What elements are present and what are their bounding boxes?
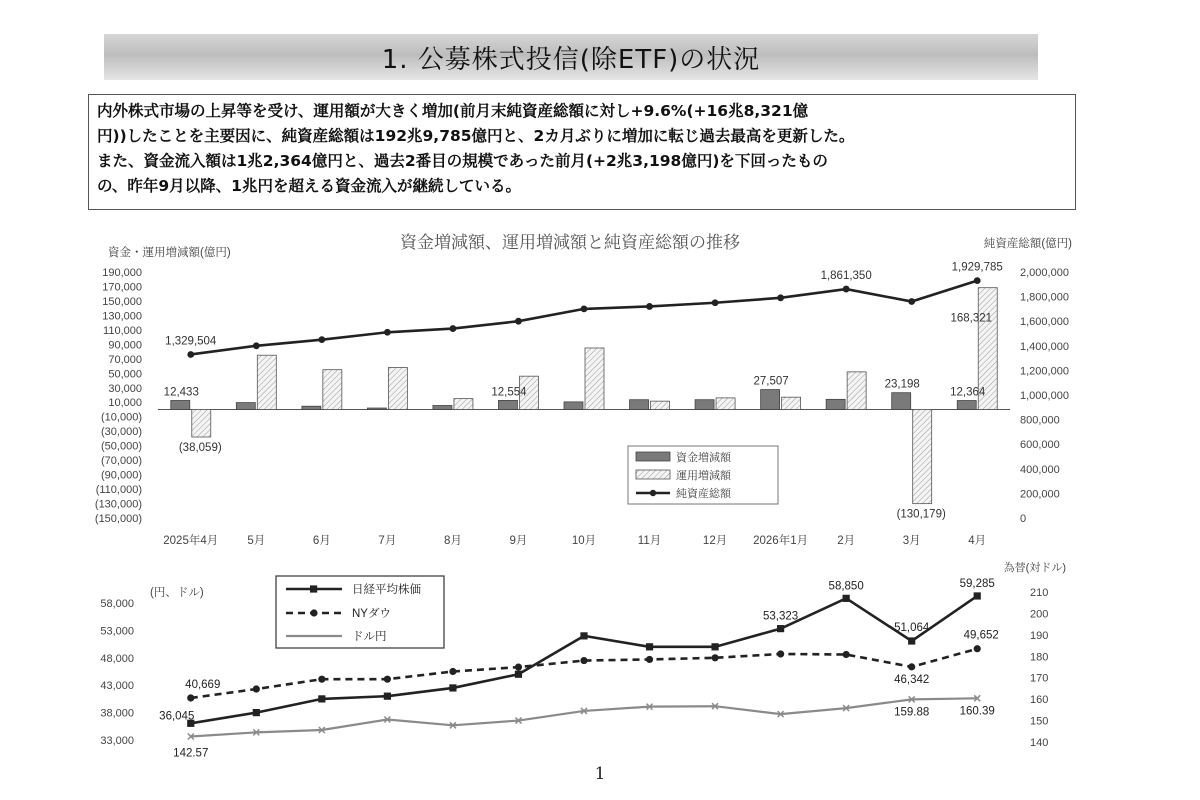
chart1-xtick: 12月: [702, 535, 728, 547]
chart2-point-0: [515, 671, 522, 678]
chart1-ytick-left: (10,000): [101, 411, 142, 424]
chart1-title: 資金増減額、運用増減額と純資産総額の推移: [400, 233, 740, 252]
chart1-ytick-right: 1,800,000: [1020, 291, 1069, 304]
chart2-data-label: 51,064: [894, 622, 930, 635]
chart1-data-label: (38,059): [178, 442, 222, 455]
chart2-data-label: 59,285: [959, 577, 995, 590]
chart2-line-1: [191, 649, 977, 698]
chart2-point-0: [449, 684, 456, 691]
chart2-data-label: 160.39: [959, 705, 995, 718]
chart2-legend-label: ドル円: [352, 631, 387, 643]
chart1-data-label: (130,179): [896, 508, 946, 521]
chart1-ytick-left: (150,000): [94, 513, 142, 525]
chart1-ytick-right: 1,000,000: [1020, 390, 1069, 402]
chart1-data-label: 168,321: [950, 312, 993, 325]
chart2-data-label: 49,652: [963, 629, 999, 642]
chart1-bar-fund: [695, 400, 714, 410]
chart2-data-label: 53,323: [763, 610, 799, 623]
chart2-point-0: [253, 709, 260, 716]
chart2-point-1: [515, 664, 522, 671]
chart1-bar-invest: [192, 409, 211, 437]
chart2-ytick-left: 33,000: [100, 735, 134, 747]
chart2-point-0: [580, 632, 587, 639]
chart2-point-0: [318, 695, 325, 702]
chart1-ytick-left: 90,000: [108, 339, 142, 352]
chart2-ytick-right: 140: [1030, 737, 1049, 749]
chart1-bar-fund: [498, 400, 517, 409]
chart1-ytick-left: 190,000: [102, 267, 142, 279]
chart1-bar-fund: [826, 399, 845, 409]
chart2-legend-marker: [310, 609, 317, 616]
chart1-ytick-right: 600,000: [1020, 439, 1060, 452]
chart1-xtick: 2026年1月: [753, 535, 809, 547]
chart2-ytick-left: 43,000: [100, 680, 134, 693]
chart2-point-1: [711, 654, 718, 661]
chart2-data-label: 36,045: [159, 710, 195, 723]
chart2-data-label: 40,669: [185, 678, 221, 691]
chart1-point-nav: [450, 325, 457, 332]
chart1-data-label: 27,507: [753, 375, 789, 388]
chart1-ytick-left: 170,000: [102, 281, 142, 294]
chart2-legend-marker: [310, 585, 317, 592]
chart2-ytick-left: 53,000: [100, 625, 134, 638]
chart1-legend-marker-nav: [650, 490, 656, 496]
chart1-ytick-left: (70,000): [101, 455, 142, 468]
chart1-point-nav: [515, 318, 522, 325]
chart2-point-1: [646, 656, 653, 663]
chart1-xtick: 10月: [571, 535, 597, 547]
chart1-bar-fund: [892, 393, 911, 410]
summary-line: の、昨年9月以降、1兆円を超える資金流入が継続している。: [97, 177, 521, 195]
chart1-bar-invest: [782, 397, 801, 409]
chart1-bar-invest: [847, 372, 866, 410]
chart1-data-label: 12,364: [950, 386, 986, 399]
chart1-bar-invest: [323, 370, 342, 410]
chart2-legend-label: 日経平均株価: [352, 584, 421, 596]
chart1-ytick-left: (110,000): [95, 484, 142, 497]
chart1-ytick-right: 1,200,000: [1020, 365, 1069, 378]
chart1-point-nav: [843, 286, 850, 293]
chart1-ytick-left: 70,000: [108, 353, 142, 366]
chart2-point-1: [384, 676, 391, 683]
chart1-bar-invest: [585, 348, 604, 410]
chart2-point-1: [449, 668, 456, 675]
chart1-data-label: 12,554: [491, 386, 527, 399]
chart1-data-label: 23,198: [884, 378, 920, 391]
chart2-point-1: [843, 651, 850, 658]
chart1-point-nav: [908, 298, 915, 305]
chart1-bar-fund: [367, 408, 386, 409]
chart1-point-nav: [646, 303, 653, 310]
chart1-bar-fund: [761, 390, 780, 410]
chart2-data-label: 58,850: [828, 580, 864, 593]
chart1-bar-fund: [564, 402, 583, 410]
summary-line: 円))したことを主要因に、純資産総額は192兆9,785億円と、2カ月ぶりに増加に転じ過去最高を更新した。: [97, 127, 855, 145]
chart1-bar-invest: [716, 398, 735, 410]
chart2-point-1: [974, 645, 981, 652]
chart1-bar-fund: [302, 406, 321, 409]
chart1-bar-invest: [651, 401, 670, 409]
chart2-ytick-right: 160: [1030, 694, 1049, 707]
chart1-data-label: 1,329,504: [165, 335, 217, 348]
chart1-ytick-right: 800,000: [1020, 414, 1060, 427]
chart1-legend-label: 純資産総額: [676, 488, 731, 500]
chart1-ytick-right: 1,600,000: [1020, 316, 1069, 329]
chart1-xtick: 8月: [443, 535, 462, 547]
chart1-ytick-left: 10,000: [108, 397, 142, 410]
chart1-bar-fund: [957, 401, 976, 410]
chart1-data-label: 12,433: [163, 386, 199, 399]
chart2-ytick-right: 200: [1030, 608, 1049, 621]
chart1-legend-label: 運用増減額: [676, 470, 731, 482]
chart2-point-1: [777, 650, 784, 657]
chart2-point-0: [974, 592, 981, 599]
chart2-ylabel-left: (円、ドル): [150, 587, 204, 599]
chart2-ytick-left: 48,000: [100, 652, 134, 665]
chart2-ylabel-right: 為替(対ドル): [1003, 562, 1066, 574]
chart1-point-nav: [187, 351, 194, 358]
chart2-point-0: [711, 643, 718, 650]
chart1-point-nav: [253, 342, 260, 349]
chart1-bar-invest: [388, 368, 407, 410]
chart2-data-label: 159.88: [894, 706, 930, 719]
chart2-point-1: [253, 685, 260, 692]
chart2-point-0: [777, 625, 784, 632]
chart1-xtick: 3月: [902, 535, 921, 547]
chart2-point-0: [384, 693, 391, 700]
chart1-ytick-left: 150,000: [102, 295, 142, 308]
chart1-ytick-right: 0: [1020, 513, 1027, 525]
chart2-ytick-right: 170: [1030, 672, 1049, 685]
chart2-ytick-right: 210: [1030, 587, 1049, 599]
chart2-ytick-right: 150: [1030, 715, 1049, 728]
chart1-xtick: 5月: [247, 535, 266, 547]
chart1-point-nav: [318, 336, 325, 343]
chart2-point-1: [318, 676, 325, 683]
chart1-bar-fund: [236, 403, 255, 410]
chart1-ytick-left: (90,000): [101, 469, 142, 482]
chart1-data-label: 1,861,350: [820, 270, 872, 283]
chart1-bar-invest: [913, 409, 932, 503]
page-number: 1: [594, 764, 606, 784]
chart1-point-nav: [581, 306, 588, 313]
chart1-ytick-left: (30,000): [101, 426, 142, 439]
chart2-data-label: 142.57: [173, 747, 209, 760]
chart1-legend-label: 資金増減額: [676, 452, 731, 464]
chart1-bar-fund: [433, 405, 452, 409]
chart1-bar-fund: [171, 400, 190, 409]
chart2-line-2: [191, 698, 977, 736]
chart1-xtick: 6月: [312, 535, 331, 547]
chart1-xtick: 7月: [378, 535, 397, 547]
chart2-point-1: [187, 694, 194, 701]
chart1-xtick: 2025年4月: [163, 535, 219, 547]
chart2-ytick-left: 58,000: [100, 598, 134, 610]
chart1-ytick-left: 130,000: [102, 310, 142, 323]
chart1-legend-swatch-fund: [636, 452, 670, 461]
chart2-point-1: [908, 663, 915, 670]
chart2-legend-label: NYダウ: [352, 608, 391, 620]
chart2-data-label: 46,342: [894, 673, 930, 686]
chart1-xtick: 9月: [509, 535, 528, 547]
page-title: 1. 公募株式投信(除ETF)の状況: [381, 44, 761, 75]
chart1-xtick: 4月: [968, 535, 987, 547]
chart2-ytick-right: 180: [1030, 651, 1049, 664]
chart2-point-0: [908, 637, 915, 644]
chart1-data-label: 1,929,785: [951, 261, 1003, 274]
summary-line: 内外株式市場の上昇等を受け、運用額が大きく増加(前月末純資産総額に対し+9.6%(+16兆8,321億: [97, 102, 809, 120]
chart1-bar-invest: [454, 399, 473, 410]
chart1-point-nav: [712, 299, 719, 306]
chart2-point-0: [646, 643, 653, 650]
chart2-ytick-right: 190: [1030, 629, 1049, 642]
chart1-line-nav: [191, 281, 977, 355]
chart1-ylabel-right: 純資産総額(億円): [983, 238, 1072, 250]
chart1-ytick-left: 110,000: [103, 324, 142, 337]
chart1-xtick: 11月: [637, 535, 662, 547]
chart1-ytick-left: 30,000: [108, 382, 142, 395]
chart1-bar-invest: [257, 355, 276, 409]
chart2-point-1: [580, 657, 587, 664]
chart1-ytick-right: 1,400,000: [1020, 340, 1069, 353]
chart1-ytick-left: (50,000): [101, 440, 142, 453]
chart1-point-nav: [384, 329, 391, 336]
chart1-ylabel-left: 資金・運用増減額(億円): [108, 247, 231, 259]
chart1-ytick-left: 50,000: [108, 368, 142, 381]
chart2-ytick-left: 38,000: [100, 707, 134, 720]
chart1-point-nav: [974, 277, 981, 284]
chart1-legend-swatch-invest: [636, 470, 670, 479]
chart1-ytick-right: 200,000: [1020, 488, 1060, 501]
chart1-ytick-right: 2,000,000: [1020, 267, 1069, 279]
chart2-point-0: [843, 595, 850, 602]
chart1-xtick: 2月: [837, 535, 856, 547]
chart1-bar-fund: [630, 400, 649, 410]
chart1-ytick-left: (130,000): [94, 498, 142, 511]
chart1-point-nav: [777, 294, 784, 301]
chart1-ytick-right: 400,000: [1020, 463, 1060, 476]
summary-line: また、資金流入額は1兆2,364億円と、過去2番目の規模であった前月(+2兆3,198億円)を下回ったもの: [97, 152, 828, 170]
